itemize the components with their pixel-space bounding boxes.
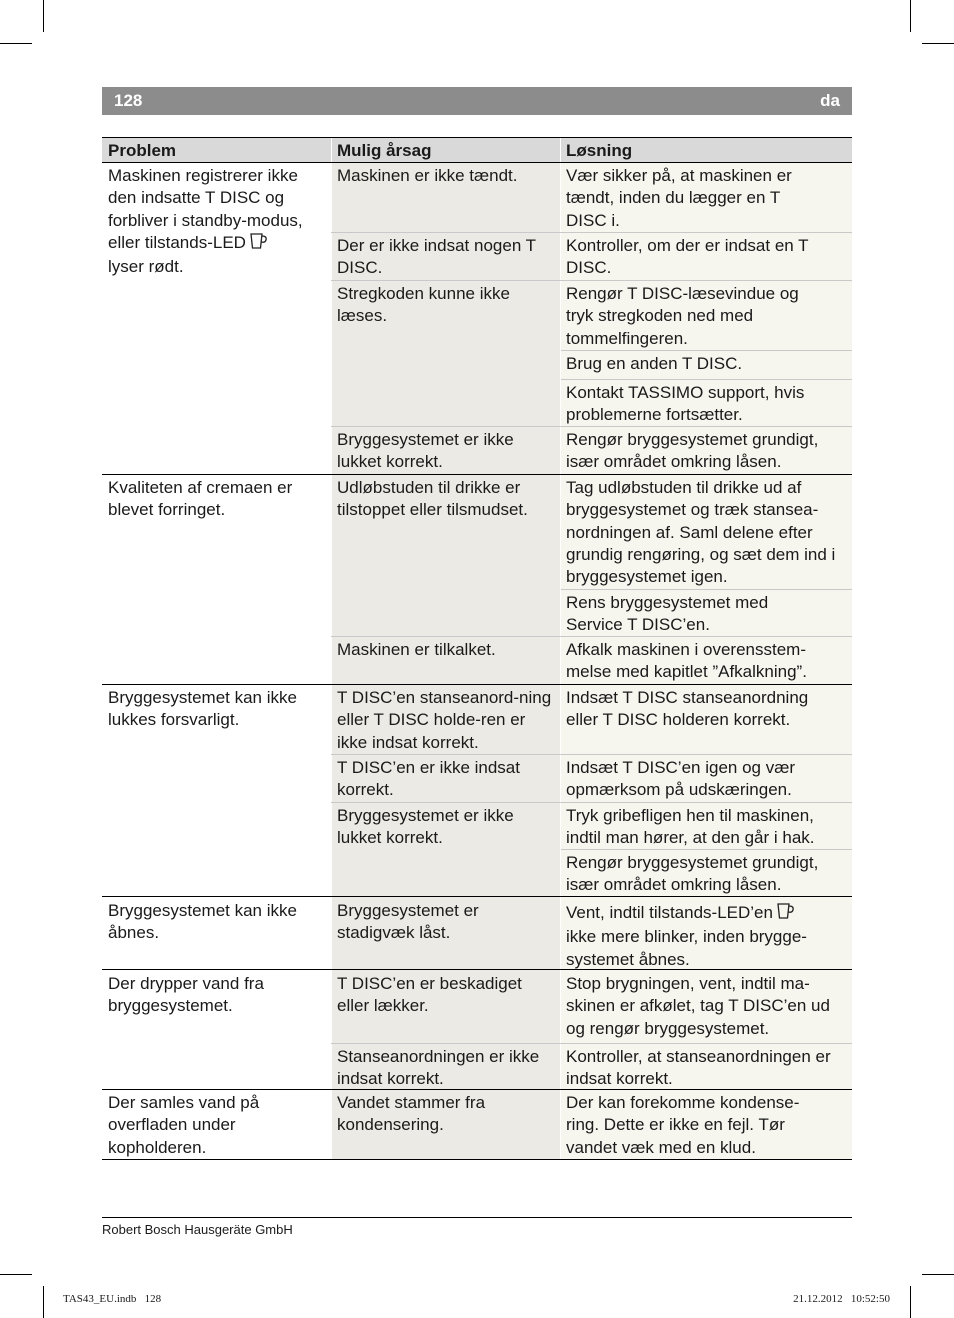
row-divider	[561, 849, 852, 850]
row-divider	[561, 350, 852, 351]
solution-text-continued: ikke mere blinker, inden brygge-systemet åbnes.	[566, 927, 807, 969]
problem-cell: Bryggesystemet kan ikke åbnes.	[102, 897, 331, 969]
table-bottom-rule	[102, 1159, 852, 1160]
row-divider	[331, 754, 852, 755]
crop-mark	[43, 1286, 44, 1318]
column-header-problem: Problem	[102, 138, 331, 162]
solution-cell: Der kan forekomme kondense-ring. Dette er ikke en fejl. Tør vandet væk med en klud.	[560, 1089, 852, 1159]
solution-cell: Tag udløbstuden til drikke ud af bryggesystemet og træk stansea-nordningen af. Saml delene efter grundig rengøring, og sæt dem ind i bryggesystemet igen.	[560, 474, 852, 589]
crop-mark	[910, 1286, 911, 1318]
row-divider	[561, 379, 852, 380]
cause-cell: Vandet stammer fra kondensering.	[331, 1089, 560, 1159]
cause-cell: Der er ikke indsat nogen T DISC.	[331, 232, 560, 280]
problem-text: Maskinen registrerer ikke den indsatte T DISC og forbliver i standby-modus, eller tilstands-LED	[108, 166, 303, 252]
problem-text-continued: lyser rødt.	[108, 257, 184, 277]
solution-cell: Stop brygningen, vent, indtil ma-skinen er afkølet, tag T DISC’en ud og rengør bryggesystemet.	[560, 970, 852, 1043]
page-number: 128	[114, 91, 143, 110]
row-divider	[331, 1043, 852, 1044]
row-divider	[331, 802, 852, 803]
solution-cell: Afkalk maskinen i overensstem-melse med kapitlet ”Afkalkning”.	[560, 636, 852, 684]
crop-mark	[0, 1274, 32, 1275]
cup-icon	[776, 902, 796, 926]
row-divider	[331, 426, 852, 427]
problem-cell: Kvaliteten af cremaen er blevet forringet.	[102, 474, 331, 684]
crop-mark	[922, 1274, 954, 1275]
language-code: da	[820, 91, 840, 110]
solution-cell	[560, 897, 852, 969]
solution-cell: Vær sikker på, at maskinen er tændt, inden du lægger en T DISC i.	[560, 162, 852, 232]
cause-cell: Bryggesystemet er stadigvæk låst.	[331, 897, 560, 969]
solution-cell: Rens bryggesystemet med Service T DISC’en.	[560, 589, 852, 636]
crop-mark	[43, 0, 44, 32]
problem-cell	[102, 162, 331, 474]
cause-cell: Stregkoden kunne ikke læses.	[331, 280, 560, 426]
cause-cell: Bryggesystemet er ikke lukket korrekt.	[331, 426, 560, 474]
solution-cell: Indsæt T DISC stanseanordning eller T DISC holderen korrekt.	[560, 684, 852, 754]
solution-cell: Kontroller, om der er indsat en T DISC.	[560, 232, 852, 280]
cause-cell: Maskinen er tilkalket.	[331, 636, 560, 684]
cause-cell: T DISC’en stanseanord-ning eller T DISC holde-ren er ikke indsat korrekt.	[331, 684, 560, 754]
crop-mark	[910, 0, 911, 32]
cause-cell: T DISC’en er beskadiget eller lækker.	[331, 970, 560, 1043]
page-header-bar	[102, 87, 852, 115]
footer-company: Robert Bosch Hausgeräte GmbH	[102, 1222, 293, 1237]
cause-cell: Bryggesystemet er ikke lukket korrekt.	[331, 802, 560, 896]
solution-cell: Rengør T DISC-læsevindue og tryk stregkoden ned med tommelfingeren.	[560, 280, 852, 350]
solution-cell: Kontakt TASSIMO support, hvis problemerne fortsætter.	[560, 379, 852, 426]
column-divider	[331, 137, 332, 1159]
problem-cell: Bryggesystemet kan ikke lukkes forsvarligt.	[102, 684, 331, 896]
row-divider	[331, 232, 852, 233]
row-divider	[331, 636, 852, 637]
cup-icon	[249, 232, 269, 256]
row-rule	[102, 969, 852, 970]
cause-cell: Maskinen er ikke tændt.	[331, 162, 560, 232]
solution-cell: Kontroller, at stanseanordningen er indsat korrekt.	[560, 1043, 852, 1089]
print-slug-timestamp: 21.12.2012 10:52:50	[793, 1293, 890, 1305]
header-rule	[102, 162, 852, 163]
row-rule	[102, 474, 852, 475]
table-top-rule	[102, 137, 852, 138]
solution-text: Vent, indtil tilstands-LED’en	[566, 903, 773, 922]
solution-cell: Rengør bryggesystemet grundigt, især området omkring låsen.	[560, 849, 852, 896]
crop-mark	[922, 43, 954, 44]
cause-cell: Stanseanordningen er ikke indsat korrekt.	[331, 1043, 560, 1089]
solution-cell: Brug en anden T DISC.	[560, 350, 852, 379]
column-divider	[560, 137, 561, 1159]
problem-cell: Der drypper vand fra bryggesystemet.	[102, 970, 331, 1089]
problem-cell: Der samles vand på overfladen under kopholderen.	[102, 1089, 331, 1159]
footer-rule	[102, 1217, 852, 1218]
cause-cell: T DISC’en er ikke indsat korrekt.	[331, 754, 560, 802]
crop-mark	[0, 43, 32, 44]
solution-cell: Rengør bryggesystemet grundigt, især området omkring låsen.	[560, 426, 852, 474]
row-divider	[331, 280, 852, 281]
column-header-solution: Løsning	[560, 138, 852, 162]
solution-cell: Indsæt T DISC’en igen og vær opmærksom på udskæringen.	[560, 754, 852, 802]
row-rule	[102, 896, 852, 897]
solution-cell: Tryk gribefligen hen til maskinen, indtil man hører, at den går i hak.	[560, 802, 852, 849]
print-slug-file: TAS43_EU.indb 128	[63, 1293, 162, 1305]
row-rule	[102, 684, 852, 685]
row-divider	[561, 589, 852, 590]
column-header-cause: Mulig årsag	[331, 138, 560, 162]
cause-cell: Udløbstuden til drikke er tilstoppet eller tilsmudset.	[331, 474, 560, 636]
row-rule	[102, 1089, 852, 1090]
